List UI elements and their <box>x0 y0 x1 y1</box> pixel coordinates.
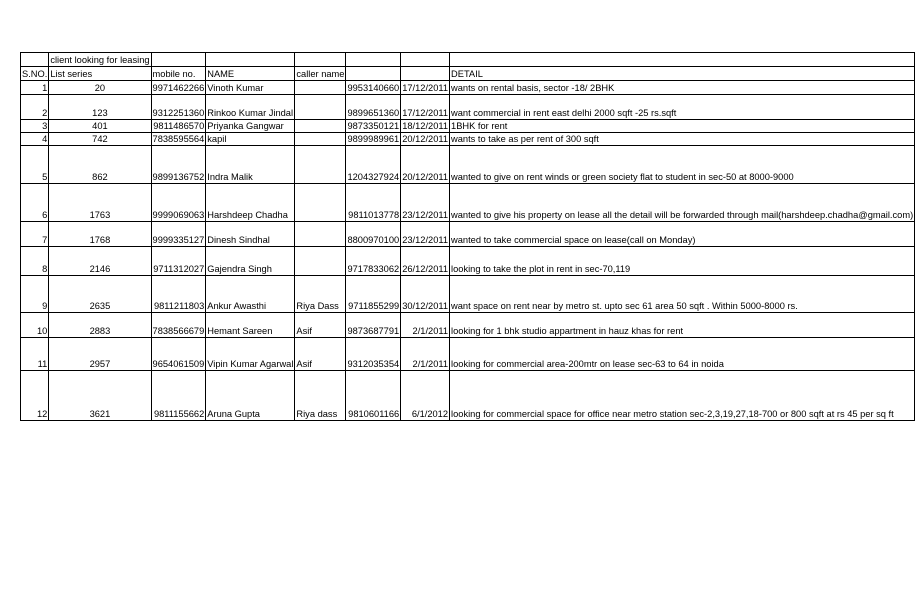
cell-detail[interactable]: 1BHK for rent <box>450 120 915 133</box>
table-row <box>21 184 915 222</box>
cell-date[interactable]: 18/12/2011 <box>402 121 449 131</box>
cell-caller[interactable] <box>295 133 346 146</box>
cell-mobile[interactable]: 9312251360 <box>151 95 206 120</box>
cell-caller[interactable] <box>295 146 346 184</box>
cell-detail[interactable]: wants on rental basis, sector -18/ 2BHK <box>450 81 915 95</box>
cell[interactable] <box>346 53 401 67</box>
cell-list-series[interactable]: 1763 <box>49 184 151 222</box>
cell-mobile[interactable]: 9811211803 <box>151 276 206 313</box>
cell-name[interactable]: kapil <box>206 133 295 146</box>
cell-caller[interactable] <box>295 222 346 247</box>
cell-list-series[interactable]: 862 <box>49 146 151 184</box>
cell-detail[interactable]: want space on rent near by metro st. upto sec 61 area 50 sqft . Within 5000-8000 rs. <box>450 276 915 313</box>
cell-caller[interactable]: Asif <box>295 338 346 371</box>
cell-mobile[interactable]: 9899136752 <box>151 146 206 184</box>
cell-date[interactable]: 17/12/2011 <box>401 81 450 95</box>
cell-detail[interactable]: wants to take as per rent of 300 sqft <box>450 133 915 146</box>
cell-name[interactable]: Vinoth Kumar <box>206 81 295 95</box>
cell-phone[interactable]: 9899651360 <box>346 95 401 120</box>
cell[interactable] <box>21 53 49 67</box>
cell-mobile[interactable]: 7838566679 <box>151 313 206 338</box>
cell-detail[interactable]: wanted to give on rent winds or green society flat to student in sec-50 at 8000-9000 <box>450 146 915 184</box>
header-mobile[interactable]: mobile no. <box>151 67 206 81</box>
header-phone[interactable] <box>346 67 401 81</box>
cell-phone[interactable]: 9312035354 <box>346 338 401 371</box>
cell-caller[interactable]: Riya dass <box>295 371 346 421</box>
table-row <box>21 371 915 421</box>
cell[interactable] <box>450 53 915 67</box>
header-row-top <box>21 53 915 67</box>
cell-mobile[interactable]: 7838595564 <box>152 134 205 144</box>
cell[interactable] <box>401 53 450 67</box>
cell-phone[interactable]: 1204327924 <box>346 146 401 184</box>
table-row <box>21 95 915 120</box>
cell-caller[interactable]: Riya Dass <box>295 276 346 313</box>
cell-mobile[interactable]: 9999069063 <box>151 184 206 222</box>
cell-date[interactable]: 2/1/2011 <box>401 338 450 371</box>
cell-phone[interactable]: 9711855299 <box>346 276 401 313</box>
lead-spreadsheet <box>20 52 915 421</box>
cell-mobile[interactable]: 9811486570 <box>151 120 206 133</box>
cell-sno[interactable]: 10 <box>21 313 49 338</box>
cell-list-series[interactable]: 20 <box>49 81 151 95</box>
cell-detail[interactable]: looking to take the plot in rent in sec-70,119 <box>450 247 915 276</box>
table-row <box>21 120 915 133</box>
cell-mobile[interactable]: 9654061509 <box>151 338 206 371</box>
table-row <box>21 247 915 276</box>
cell-date[interactable]: 20/12/2011 <box>402 134 449 144</box>
cell-mobile[interactable]: 9999335127 <box>151 222 206 247</box>
cell-name[interactable]: Vipin Kumar Agarwal <box>206 338 295 371</box>
cell-name[interactable]: Harshdeep Chadha <box>206 184 295 222</box>
table-row <box>21 276 915 313</box>
cell-sno[interactable]: 12 <box>21 371 49 421</box>
cell-date[interactable]: 23/12/2011 <box>401 184 450 222</box>
cell-caller[interactable] <box>295 184 346 222</box>
cell-sno[interactable]: 5 <box>21 146 49 184</box>
cell-list-series[interactable]: 2146 <box>49 247 151 276</box>
cell-detail[interactable]: looking for commercial space for office near metro station sec-2,3,19,27,18-700 or 800 sqft at rs 45 per sq ft <box>450 371 915 421</box>
cell-detail[interactable]: looking for commercial area-200mtr on lease sec-63 to 64 in noida <box>450 338 915 371</box>
cell-list-series[interactable]: 2635 <box>49 276 151 313</box>
cell-mobile[interactable]: 9711312027 <box>151 247 206 276</box>
cell-name[interactable]: Hemant Sareen <box>206 313 295 338</box>
cell[interactable] <box>206 53 295 67</box>
cell-caller[interactable] <box>295 81 346 95</box>
cell-sno[interactable]: 3 <box>21 120 49 133</box>
table-row <box>21 313 915 338</box>
header-list-series[interactable]: List series <box>49 67 151 81</box>
cell-name[interactable]: Indra Malik <box>206 146 295 184</box>
cell-list-series[interactable]: 1768 <box>49 222 151 247</box>
cell-name[interactable]: Priyanka Gangwar <box>206 120 295 133</box>
leasing-header-cell[interactable] <box>49 53 151 67</box>
cell-mobile[interactable]: 9971462266 <box>151 81 206 95</box>
cell-date[interactable]: 30/12/2011 <box>401 276 450 313</box>
cell-name[interactable]: Aruna Gupta <box>206 371 295 421</box>
table-row <box>21 81 915 95</box>
cell[interactable] <box>151 53 206 67</box>
cell-date[interactable]: 20/12/2011 <box>401 146 450 184</box>
cell-phone[interactable]: 8800970100 <box>346 222 401 247</box>
cell-sno[interactable]: 2 <box>21 95 49 120</box>
cell-caller[interactable]: Asif <box>295 313 346 338</box>
cell-sno[interactable]: 6 <box>21 184 49 222</box>
cell-list-series[interactable]: 3621 <box>49 371 151 421</box>
cell-name[interactable]: Gajendra Singh <box>206 247 295 276</box>
cell-sno[interactable]: 9 <box>21 276 49 313</box>
cell-detail[interactable]: wanted to take commercial space on lease(call on Monday) <box>450 222 915 247</box>
cell-sno[interactable]: 7 <box>21 222 49 247</box>
cell-phone[interactable]: 9873687791 <box>346 313 401 338</box>
cell-phone[interactable]: 9717833062 <box>346 247 401 276</box>
table-row <box>21 146 915 184</box>
cell-sno[interactable]: 1 <box>21 81 49 95</box>
header-row <box>21 67 915 81</box>
cell-date[interactable]: 26/12/2011 <box>401 247 450 276</box>
cell-caller[interactable] <box>295 120 346 133</box>
leasing-header-label: client looking for leasing <box>50 55 150 65</box>
cell-list-series[interactable]: 2957 <box>49 338 151 371</box>
table-row <box>21 338 915 371</box>
cell-name[interactable]: Ankur Awasthi <box>206 276 295 313</box>
cell-caller[interactable] <box>295 247 346 276</box>
cell-phone[interactable]: 9811013778 <box>346 184 401 222</box>
header-date[interactable] <box>401 67 450 81</box>
header-sno[interactable]: S.NO. <box>21 67 49 81</box>
cell-detail[interactable]: looking for 1 bhk studio appartment in hauz khas for rent <box>450 313 915 338</box>
header-detail[interactable]: DETAIL <box>450 67 915 81</box>
cell-list-series[interactable]: 401 <box>49 120 151 133</box>
cell-list-series[interactable]: 2883 <box>49 313 151 338</box>
cell-date[interactable]: 2/1/2011 <box>401 313 450 338</box>
cell-date[interactable]: 6/1/2012 <box>401 371 450 421</box>
cell-date[interactable]: 23/12/2011 <box>401 222 450 247</box>
cell-date[interactable]: 17/12/2011 <box>401 95 450 120</box>
cell-name[interactable]: Dinesh Sindhal <box>206 222 295 247</box>
table-row <box>21 133 915 146</box>
cell-list-series[interactable]: 742 <box>49 133 151 146</box>
table-row <box>21 222 915 247</box>
cell-list-series[interactable]: 123 <box>49 95 151 120</box>
cell-detail[interactable]: want commercial in rent east delhi 2000 sqft -25 rs.sqft <box>450 95 915 120</box>
cell-phone[interactable]: 9873350121 <box>347 121 400 131</box>
cell-sno[interactable]: 8 <box>21 247 49 276</box>
cell-detail[interactable]: wanted to give his property on lease all the detail will be forwarded through mail(harshdeep.chadha@gmail.com) <box>450 184 915 222</box>
cell-mobile[interactable]: 9811155662 <box>151 371 206 421</box>
cell-phone[interactable]: 9953140660 <box>346 81 401 95</box>
cell[interactable] <box>295 53 346 67</box>
cell-sno[interactable]: 11 <box>21 338 49 371</box>
cell-name[interactable]: Rinkoo Kumar Jindal <box>206 95 295 120</box>
cell-caller[interactable] <box>295 95 346 120</box>
header-name[interactable]: NAME <box>206 67 295 81</box>
cell-sno[interactable]: 4 <box>21 133 49 146</box>
cell-phone[interactable]: 9899989961 <box>347 134 400 144</box>
header-caller[interactable]: caller name <box>295 67 346 81</box>
cell-phone[interactable]: 9810601166 <box>346 371 401 421</box>
